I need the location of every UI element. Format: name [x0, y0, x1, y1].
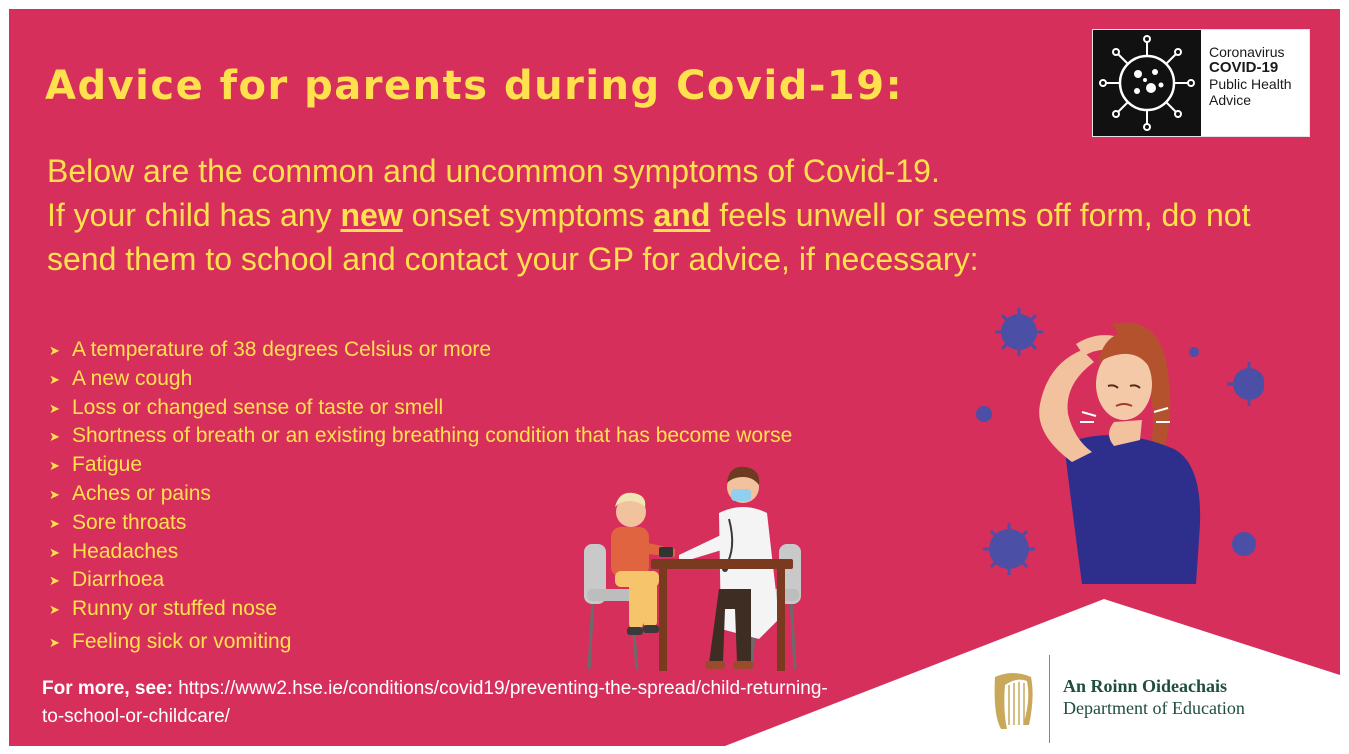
more-info-text: [42, 675, 842, 731]
arrow-bullet-icon: ➤: [49, 515, 60, 531]
arrow-bullet-icon: ➤: [49, 400, 60, 416]
department-name-irish: An Roinn Oideachais: [1063, 676, 1228, 696]
list-item: ➤ Runny or stuffed nose: [49, 595, 792, 624]
department-divider: [1049, 655, 1050, 743]
intro-line-1: Below are the common and uncommon symptoms of Covid-19.: [47, 153, 940, 189]
arrow-bullet-icon: ➤: [49, 458, 60, 474]
covid-advice-logo: [1092, 29, 1310, 137]
logo-line-coronavirus: Coronavirus: [1209, 44, 1285, 60]
more-info-label: For more, see:: [42, 678, 173, 699]
list-item: ➤ Feeling sick or vomiting: [49, 628, 792, 657]
arrow-bullet-icon: ➤: [49, 371, 60, 387]
list-item: ➤ A new cough: [49, 365, 792, 394]
intro-line-2b: onset symptoms: [402, 197, 654, 233]
intro-line-2a: If your child has any: [47, 197, 341, 233]
list-item: ➤ A temperature of 38 degrees Celsius or more: [49, 336, 792, 365]
logo-virus-panel: [1093, 30, 1201, 136]
intro-line-2c: feels unwell or seems off form, do not send them to school and contact your GP for advice, if necessary:: [47, 197, 1251, 277]
arrow-bullet-icon: ➤: [49, 343, 60, 358]
arrow-bullet-icon: ➤: [49, 486, 60, 502]
list-item: ➤ Diarrhoea: [49, 566, 792, 595]
arrow-bullet-icon: ➤: [49, 634, 60, 650]
list-item: ➤ Loss or changed sense of taste or smell: [49, 394, 792, 423]
intro-emphasis-new: new: [340, 197, 403, 233]
intro-emphasis-and: and: [653, 197, 711, 233]
sick-woman-illustration: [964, 294, 1264, 584]
more-info-url[interactable]: https://www2.hse.ie/conditions/covid19/preventing-the-spread/child-returning-to-school-or-childcare/: [42, 678, 828, 727]
headline: Advice for parents during Covid-19:: [45, 63, 904, 109]
list-item: ➤ Fatigue: [49, 451, 792, 480]
intro-text: [47, 149, 1277, 281]
logo-line-advice: Advice: [1209, 92, 1252, 108]
logo-line-public-health: Public Health: [1209, 76, 1292, 92]
arrow-bullet-icon: ➤: [49, 602, 60, 618]
arrow-bullet-icon: ➤: [49, 429, 60, 445]
list-item: ➤ Headaches: [49, 538, 792, 567]
virus-icon: [1093, 30, 1201, 136]
harp-icon: [987, 671, 1035, 733]
poster: [9, 9, 1340, 746]
list-item: ➤ Shortness of breath or an existing breathing condition that has become worse: [49, 422, 792, 451]
logo-text: [1209, 44, 1292, 108]
doctor-child-illustration: [579, 449, 809, 674]
list-item: ➤ Aches or pains: [49, 480, 792, 509]
logo-line-covid: COVID-19: [1209, 59, 1279, 76]
department-text: [1063, 675, 1245, 719]
department-name-english: Department of Education: [1063, 698, 1245, 718]
list-item: ➤ Sore throats: [49, 509, 792, 538]
arrow-bullet-icon: ➤: [49, 573, 60, 589]
arrow-bullet-icon: ➤: [49, 544, 60, 560]
department-logo: [979, 649, 1329, 745]
